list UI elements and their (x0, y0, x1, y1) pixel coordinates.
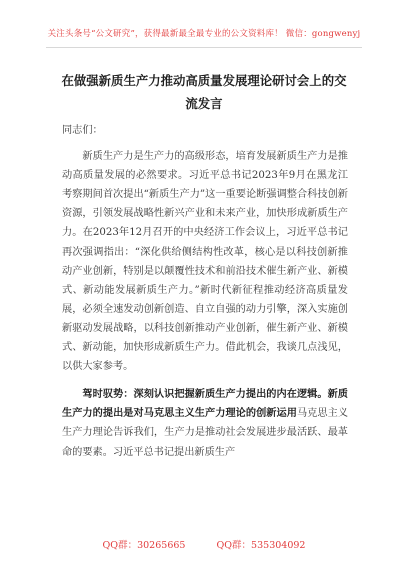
salutation: 同志们： (62, 125, 103, 136)
document-title: 在做强新质生产力推动高质量发展理论研讨会上的交流发言 (61, 73, 347, 111)
footer-qq-group-2: QQ群：535304092 (216, 540, 306, 551)
document-body (62, 121, 348, 462)
section-subheading: 新质生产力的提出是对马克思主义生产力理论的创新运用 (62, 388, 348, 420)
section-text: 马克思主义生产力理论告诉我们，生产力是推动社会发展进步最活跃、最革命的要素。习近平总书记提出新质生产 (62, 408, 349, 458)
header-divider (46, 47, 362, 48)
header-promo: 关注头条号“公文研究”，获得最新最全最专业的公文资料库！ 微信：gongwenyj (47, 29, 361, 39)
section-paragraph (62, 385, 348, 461)
paragraph-intro: 新质生产力是生产力的高级形态，培育发展新质生产力是推动高质量发展的必然要求。习近平总书记2023年9月在黑龙江考察期间首次提出“新质生产力”这一重要论断强调整合科技创新资源，引领发展战略性新兴产业和未来产业，加快形成新质生产力。在2023年12月召开的中央经济工作会议上，习近平总书记再次强调指出：“深化供给侧结构性改革，核心是以科技创新推动产业创新，特别是以颠覆性技术和前沿技术催生新产业、新模式、新动能发展新质生产力。”新时代新征程推动经济高质量发展，必须全速发动创新创造、自立自强的动力引擎，深入实施创新驱动发展战略，以科技创新推动产业创新，催生新产业、新模式、新动能，加快形成新质生产力。借此机会，我谈几点浅见，以供大家参考。 (62, 151, 348, 373)
section-heading: 驾时驭势：深刻认识把握新质生产力提出的内在逻辑。 (82, 388, 328, 401)
footer (0, 537, 408, 551)
footer-qq-group-1: QQ群：30265665 (102, 540, 186, 551)
